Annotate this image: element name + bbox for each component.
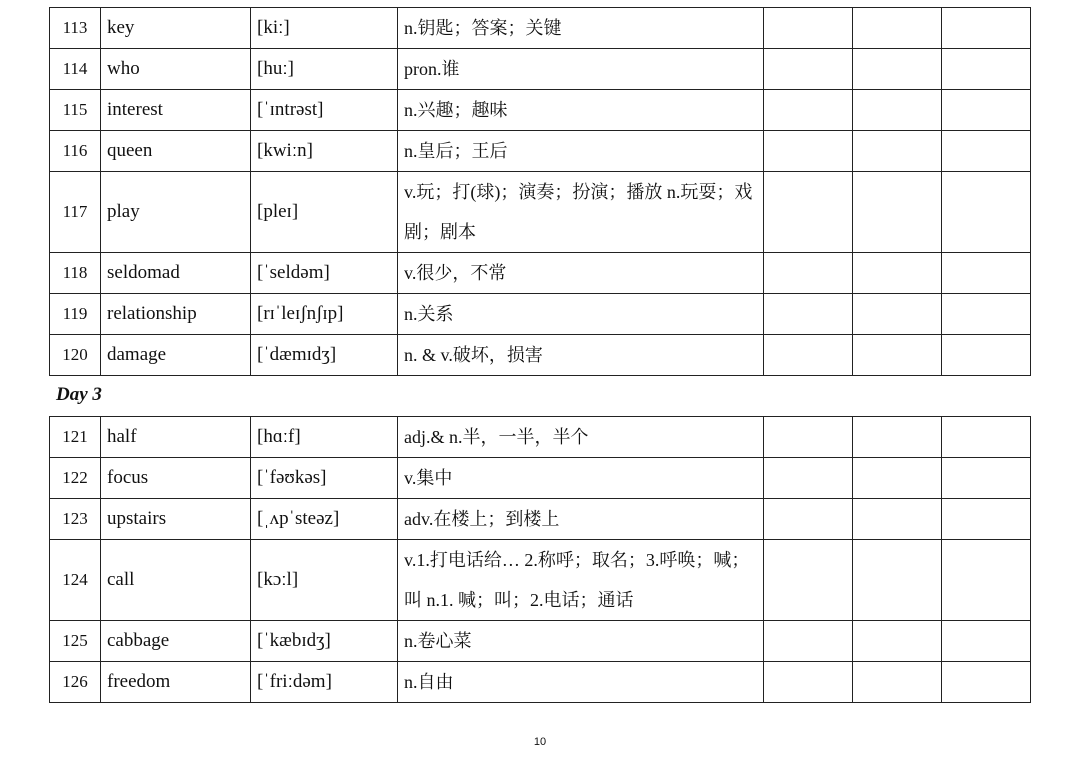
entry-phonetic: [kwiːn]: [251, 131, 398, 172]
entry-word: queen: [101, 131, 251, 172]
blank-cell: [853, 253, 942, 294]
entry-definition: v.1.打电话给… 2.称呼；取名；3.呼唤；喊；叫 n.1. 喊；叫；2.电话；通话: [398, 540, 764, 621]
blank-cell: [942, 253, 1031, 294]
vocab-table-day3: [49, 416, 1031, 703]
table-row: [50, 294, 1031, 335]
blank-cell: [853, 621, 942, 662]
blank-cell: [942, 90, 1031, 131]
blank-cell: [764, 8, 853, 49]
entry-definition: n.兴趣；趣味: [398, 90, 764, 131]
blank-cell: [764, 458, 853, 499]
table-row: [50, 662, 1031, 703]
entry-word: cabbage: [101, 621, 251, 662]
entry-number: 114: [50, 49, 101, 90]
entry-phonetic: [pleɪ]: [251, 172, 398, 253]
table-row: [50, 540, 1031, 621]
blank-cell: [942, 294, 1031, 335]
entry-phonetic: [kiː]: [251, 8, 398, 49]
entry-number: 117: [50, 172, 101, 253]
entry-word: half: [101, 417, 251, 458]
blank-cell: [764, 540, 853, 621]
entry-number: 120: [50, 335, 101, 376]
blank-cell: [853, 90, 942, 131]
entry-word: seldomad: [101, 253, 251, 294]
table-row: [50, 253, 1031, 294]
blank-cell: [942, 621, 1031, 662]
entry-definition: n.钥匙；答案；关键: [398, 8, 764, 49]
entry-phonetic: [ˈɪntrəst]: [251, 90, 398, 131]
entry-phonetic: [ˈfriːdəm]: [251, 662, 398, 703]
blank-cell: [853, 417, 942, 458]
entry-number: 125: [50, 621, 101, 662]
entry-number: 124: [50, 540, 101, 621]
entry-number: 116: [50, 131, 101, 172]
entry-number: 126: [50, 662, 101, 703]
blank-cell: [853, 131, 942, 172]
blank-cell: [942, 499, 1031, 540]
table-row: [50, 417, 1031, 458]
entry-definition: adv.在楼上；到楼上: [398, 499, 764, 540]
blank-cell: [853, 335, 942, 376]
blank-cell: [942, 8, 1031, 49]
entry-definition: pron.谁: [398, 49, 764, 90]
entry-number: 123: [50, 499, 101, 540]
blank-cell: [764, 131, 853, 172]
blank-cell: [942, 662, 1031, 703]
table-row: [50, 335, 1031, 376]
entry-phonetic: [kɔːl]: [251, 540, 398, 621]
entry-word: freedom: [101, 662, 251, 703]
entry-definition: adj.& n.半，一半，半个: [398, 417, 764, 458]
entry-word: interest: [101, 90, 251, 131]
entry-number: 118: [50, 253, 101, 294]
vocab-table-day2: [49, 7, 1031, 376]
blank-cell: [764, 417, 853, 458]
entry-definition: n.皇后；王后: [398, 131, 764, 172]
entry-phonetic: [ˈdæmɪdʒ]: [251, 335, 398, 376]
entry-word: upstairs: [101, 499, 251, 540]
table-row: [50, 90, 1031, 131]
blank-cell: [764, 90, 853, 131]
entry-phonetic: [ˈkæbɪdʒ]: [251, 621, 398, 662]
blank-cell: [764, 499, 853, 540]
entry-phonetic: [rɪˈleɪʃnʃɪp]: [251, 294, 398, 335]
blank-cell: [764, 294, 853, 335]
table-row: [50, 8, 1031, 49]
blank-cell: [853, 662, 942, 703]
blank-cell: [942, 172, 1031, 253]
entry-phonetic: [ˌʌpˈsteəz]: [251, 499, 398, 540]
blank-cell: [764, 253, 853, 294]
page-number: 10: [533, 736, 547, 748]
table-row: [50, 499, 1031, 540]
entry-phonetic: [hɑːf]: [251, 417, 398, 458]
entry-definition: n.关系: [398, 294, 764, 335]
table-row: [50, 621, 1031, 662]
entry-word: who: [101, 49, 251, 90]
table-row: [50, 458, 1031, 499]
entry-number: 113: [50, 8, 101, 49]
entry-word: focus: [101, 458, 251, 499]
entry-word: key: [101, 8, 251, 49]
table-row: [50, 49, 1031, 90]
entry-word: play: [101, 172, 251, 253]
blank-cell: [853, 8, 942, 49]
entry-number: 122: [50, 458, 101, 499]
entry-word: call: [101, 540, 251, 621]
blank-cell: [942, 540, 1031, 621]
day-heading: Day 3: [56, 384, 102, 405]
entry-definition: n. & v.破坏，损害: [398, 335, 764, 376]
blank-cell: [853, 294, 942, 335]
entry-number: 115: [50, 90, 101, 131]
blank-cell: [764, 621, 853, 662]
entry-number: 119: [50, 294, 101, 335]
entry-phonetic: [ˈseldəm]: [251, 253, 398, 294]
blank-cell: [853, 540, 942, 621]
table-row: [50, 131, 1031, 172]
blank-cell: [942, 131, 1031, 172]
blank-cell: [853, 499, 942, 540]
entry-word: relationship: [101, 294, 251, 335]
blank-cell: [764, 49, 853, 90]
entry-phonetic: [huː]: [251, 49, 398, 90]
entry-phonetic: [ˈfəʊkəs]: [251, 458, 398, 499]
entry-definition: n.卷心菜: [398, 621, 764, 662]
blank-cell: [764, 172, 853, 253]
blank-cell: [764, 662, 853, 703]
blank-cell: [942, 49, 1031, 90]
entry-number: 121: [50, 417, 101, 458]
blank-cell: [942, 417, 1031, 458]
entry-definition: v.很少，不常: [398, 253, 764, 294]
blank-cell: [853, 172, 942, 253]
entry-word: damage: [101, 335, 251, 376]
entry-definition: n.自由: [398, 662, 764, 703]
table-row: [50, 172, 1031, 253]
entry-definition: v.玩；打(球)；演奏；扮演；播放 n.玩耍；戏剧；剧本: [398, 172, 764, 253]
blank-cell: [942, 458, 1031, 499]
blank-cell: [853, 49, 942, 90]
blank-cell: [942, 335, 1031, 376]
entry-definition: v.集中: [398, 458, 764, 499]
blank-cell: [764, 335, 853, 376]
blank-cell: [853, 458, 942, 499]
